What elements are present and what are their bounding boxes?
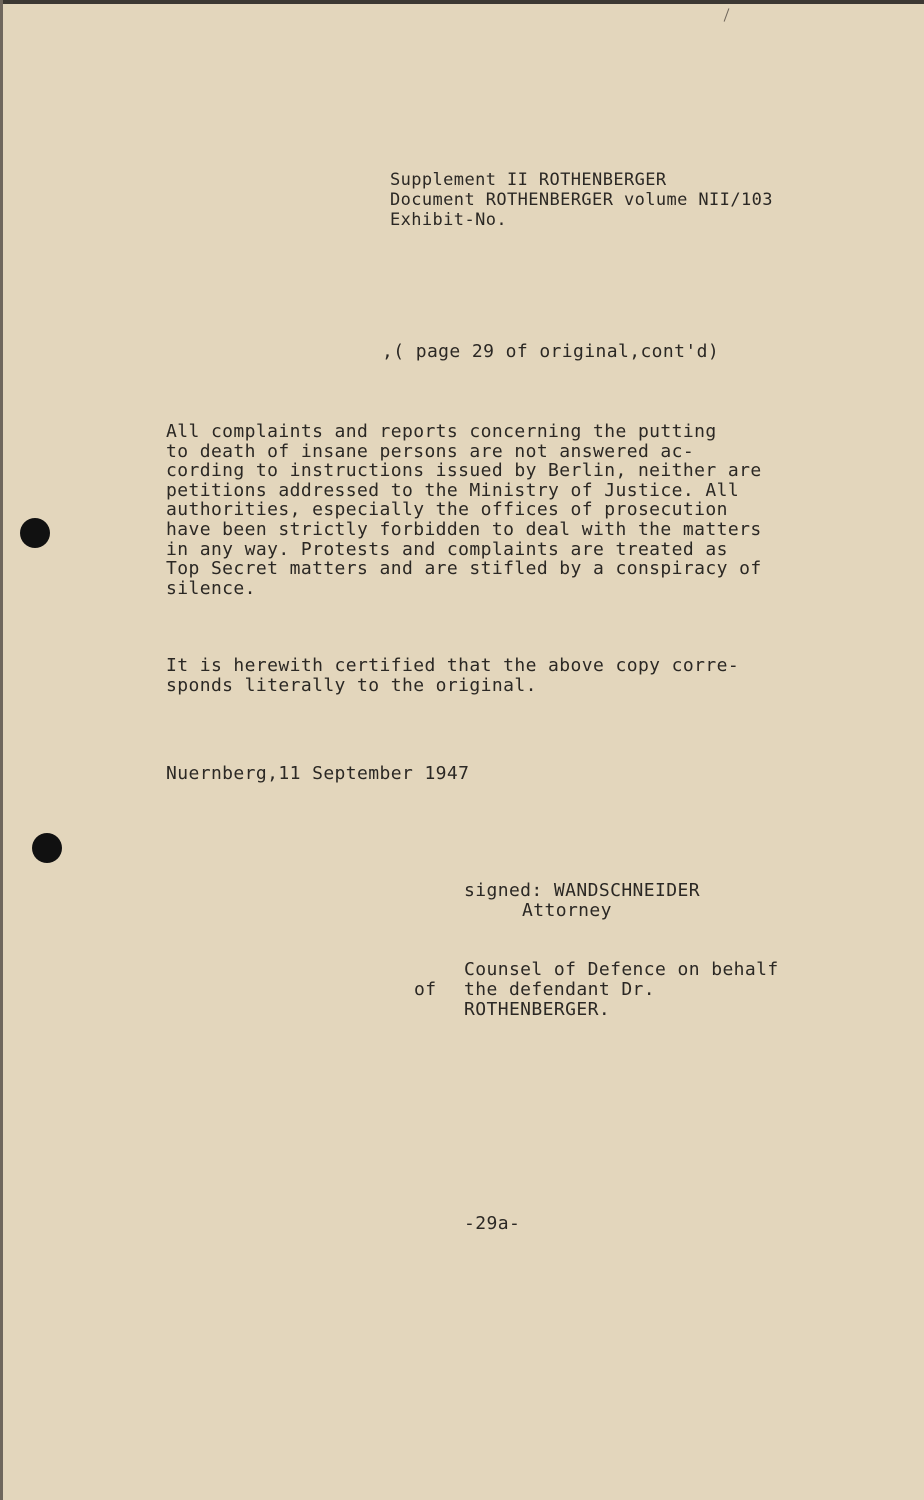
paragraph-line: cording to instructions issued by Berlin, neither are	[166, 460, 762, 482]
paragraph-line: petitions addressed to the Ministry of Justice. All	[166, 479, 740, 501]
scan-left-edge	[0, 0, 3, 1500]
punch-hole	[20, 518, 50, 548]
punch-hole	[32, 833, 62, 863]
body-paragraph-1	[166, 422, 762, 598]
page-number: -29a-	[464, 1213, 521, 1234]
signer-title: Attorney	[522, 900, 612, 921]
certification-paragraph	[166, 656, 739, 696]
paragraph-line: All complaints and reports concerning the putting	[166, 421, 717, 442]
paragraph-line: in any way. Protests and complaints are treated as	[166, 538, 728, 560]
signed-line: signed: WANDSCHNEIDER	[464, 880, 700, 901]
header-supplement-line: Supplement II ROTHENBERGER	[390, 170, 667, 190]
pencil-mark	[724, 8, 730, 21]
paragraph-line: authorities, especially the offices of prosecution	[166, 499, 728, 521]
header-document-line: Document ROTHENBERGER volume NII/103	[390, 190, 773, 210]
counsel-line: the defendant Dr.	[464, 979, 656, 1000]
paragraph-line: have been strictly forbidden to deal with the matters	[166, 518, 762, 540]
paragraph-line: sponds literally to the original.	[166, 675, 537, 696]
counsel-block	[464, 960, 779, 1020]
date-line: Nuernberg,11 September 1947	[166, 763, 470, 784]
counsel-line: Counsel of Defence on behalf	[464, 959, 779, 980]
paragraph-line: It is herewith certified that the above copy corre-	[166, 655, 740, 676]
page-reference: ,( page 29 of original,cont'd)	[382, 341, 720, 362]
of-word: of	[414, 979, 437, 1000]
paragraph-line: Top Secret matters and are stifled by a conspiracy of	[166, 558, 762, 580]
paragraph-line: silence.	[166, 577, 256, 599]
counsel-line: ROTHENBERGER.	[464, 999, 611, 1020]
document-header	[390, 170, 773, 230]
header-exhibit-line: Exhibit-No.	[390, 210, 507, 230]
scan-top-edge	[0, 0, 924, 4]
paragraph-line: to death of insane persons are not answered ac-	[166, 440, 695, 462]
